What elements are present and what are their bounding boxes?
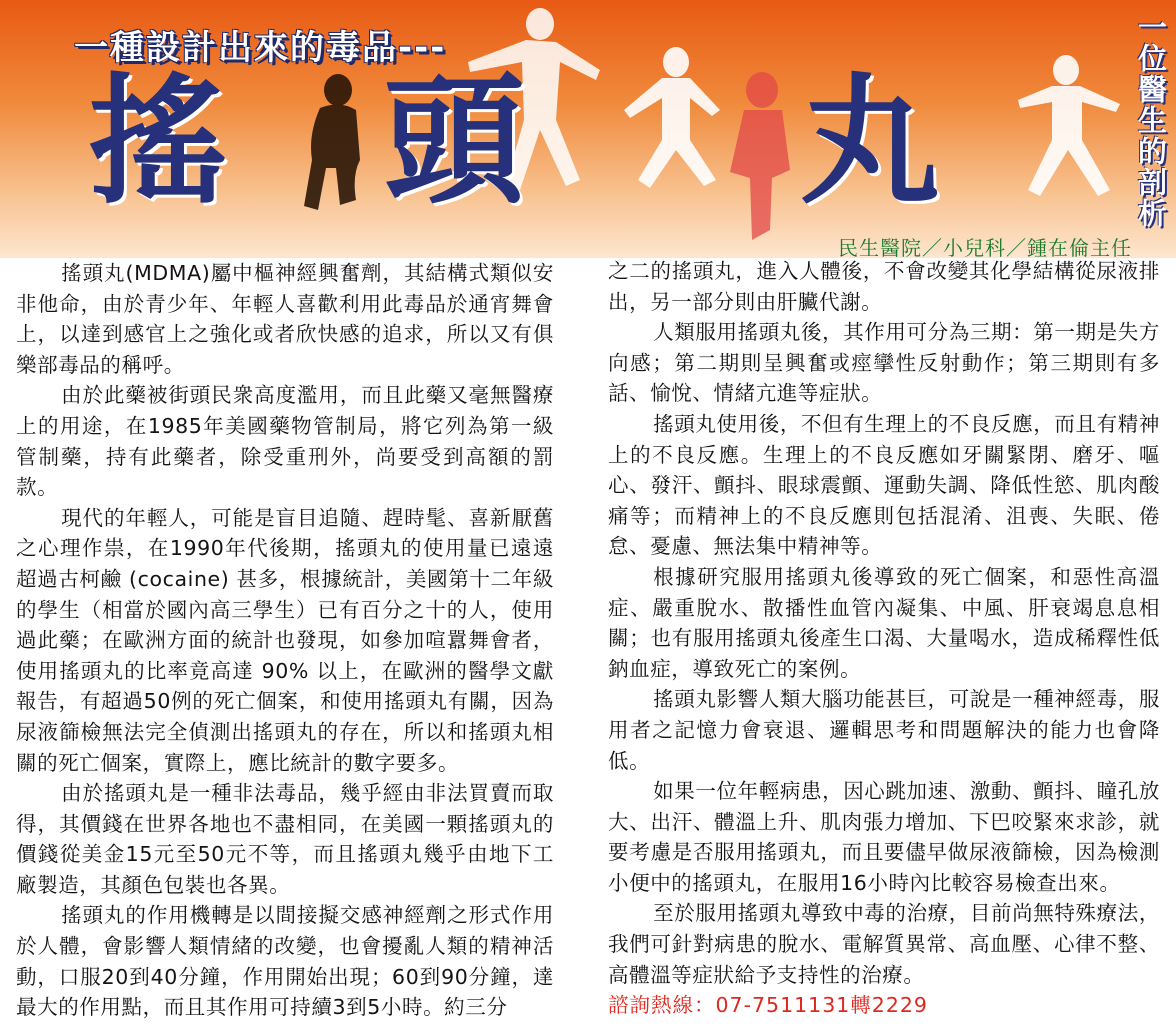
article-paragraph: 根據研究服用搖頭丸後導致的死亡個案，和惡性高溫症、嚴重脫水、散播性血管內凝集、中風、肝衰竭息息相關；也有服用搖頭丸後產生口渴、大量喝水，造成稀釋性低鈉血症，導致死亡的案例。 — [608, 564, 1160, 681]
article-paragraph: 如果一位年輕病患，因心跳加速、激動、顫抖、瞳孔放大、出汗、體溫上升、肌肉張力增加、下巴咬緊來求診，就要考慮是否服用搖頭丸，而且要儘早做尿液篩檢，因為檢測小便中的搖頭丸，在服用16小時內比較容易檢查出來。 — [608, 779, 1160, 895]
article-paragraph: 搖頭丸影響人類大腦功能甚巨，可說是一種神經毒，服用者之記憶力會衰退、邏輯思考和問題解決的能力也會降低。 — [608, 687, 1160, 773]
dancer-white-figure-3 — [1018, 55, 1120, 196]
headline-title-char-1: 搖 — [88, 60, 229, 224]
article-paragraph: 由於此藥被街頭民衆高度濫用，而且此藥又毫無醫療上的用途，在1985年美國藥物管制局，將它列為第一級管制藥，持有此藥者，除受重刑外，尚要受到高額的罰款。 — [16, 383, 554, 500]
article-paragraph: 搖頭丸使用後，不但有生理上的不良反應，而且有精神上的不良反應。生理上的不良反應如牙關緊閉、磨牙、嘔心、發汗、顫抖、眼球震顫、運動失調、降低性慾、肌肉酸痛等；而精神上的不良反應則包括混淆、沮喪、失眠、倦怠、憂慮、無法集中精神等。 — [608, 411, 1160, 559]
headline-title-char-3: 丸 — [800, 60, 941, 224]
consultation-hotline: 諮詢熱線：07-7511131轉2229 — [608, 993, 928, 1018]
article-column-right — [608, 256, 1160, 1021]
headline-subtitle: 一種設計出來的毒品--- — [74, 28, 447, 68]
headline-title-char-2: 頭 — [384, 60, 525, 224]
article-paragraph: 現代的年輕人，可能是盲目追隨、趕時髦、喜新厭舊之心理作祟，在1990年代後期，搖頭丸的使用量已遠遠超過古柯鹼 (cocaine) 甚多，根據統計，美國第十二年級的學生（相當於國內高三學生）已有百分之十的人，使用過此藥；在歐洲方面的統計也發現，如參加喧囂舞會者，使用搖頭丸的比率竟高達 90% 以上，在歐洲的醫學文獻報告，有超過50例的死亡個案，和使用搖頭丸有關，因為尿液篩檢無法完全偵測出搖頭丸的存在，所以和搖頭丸相關的死亡個案，實際上，應比統計的數字要多。 — [16, 505, 554, 775]
article-paragraph-continued: 之二的搖頭丸，進入人體後，不會改變其化學結構從尿液排出，另一部分則由肝臟代謝。 — [608, 259, 1160, 314]
dancer-red-figure — [730, 72, 790, 240]
article-paragraph: 由於搖頭丸是一種非法毒品，幾乎經由非法買賣而取得，其價錢在世界各地也不盡相同，在美國一顆搖頭丸的價錢從美金15元至50元不等，而且搖頭丸幾乎由地下工廠製造，其顏色包裝也各異。 — [16, 781, 554, 897]
article-paragraph: 人類服用搖頭丸後，其作用可分為三期：第一期是失方向感；第二期則呈興奮或痙攣性反射動作；第三期則有多話、愉悅、情緒亢進等症狀。 — [608, 320, 1160, 406]
header-banner — [0, 0, 1176, 258]
article-paragraph: 至於服用搖頭丸導致中毒的治療，目前尚無特殊療法，我們可針對病患的脫水、電解質異常、高血壓、心律不整、高體溫等症狀給予支持性的治療。 — [608, 901, 1160, 987]
dancer-dark-figure — [304, 74, 360, 210]
article-paragraph: 搖頭丸的作用機轉是以間接擬交感神經劑之形式作用於人體，會影響人類情緒的改變，也會擾亂人類的精神活動，口服20到40分鐘，作用開始出現；60到90分鐘，達最大的作用點，而且其作用可持續3到5小時。約三分 — [16, 903, 554, 1020]
article-paragraph: 搖頭丸(MDMA)屬中樞神經興奮劑，其結構式類似安非他命，由於青少年、年輕人喜歡利用此毒品於通宵舞會上，以達到感官上之強化或者欣快感的追求，所以又有俱樂部毒品的稱呼。 — [16, 261, 554, 377]
side-title-vertical: 一位醫生的剖析 — [1134, 12, 1168, 229]
article-column-left — [16, 258, 554, 1023]
dancer-white-figure-2 — [624, 47, 720, 188]
author-byline: 民生醫院／小兒科／鍾在倫主任 — [838, 236, 1132, 258]
